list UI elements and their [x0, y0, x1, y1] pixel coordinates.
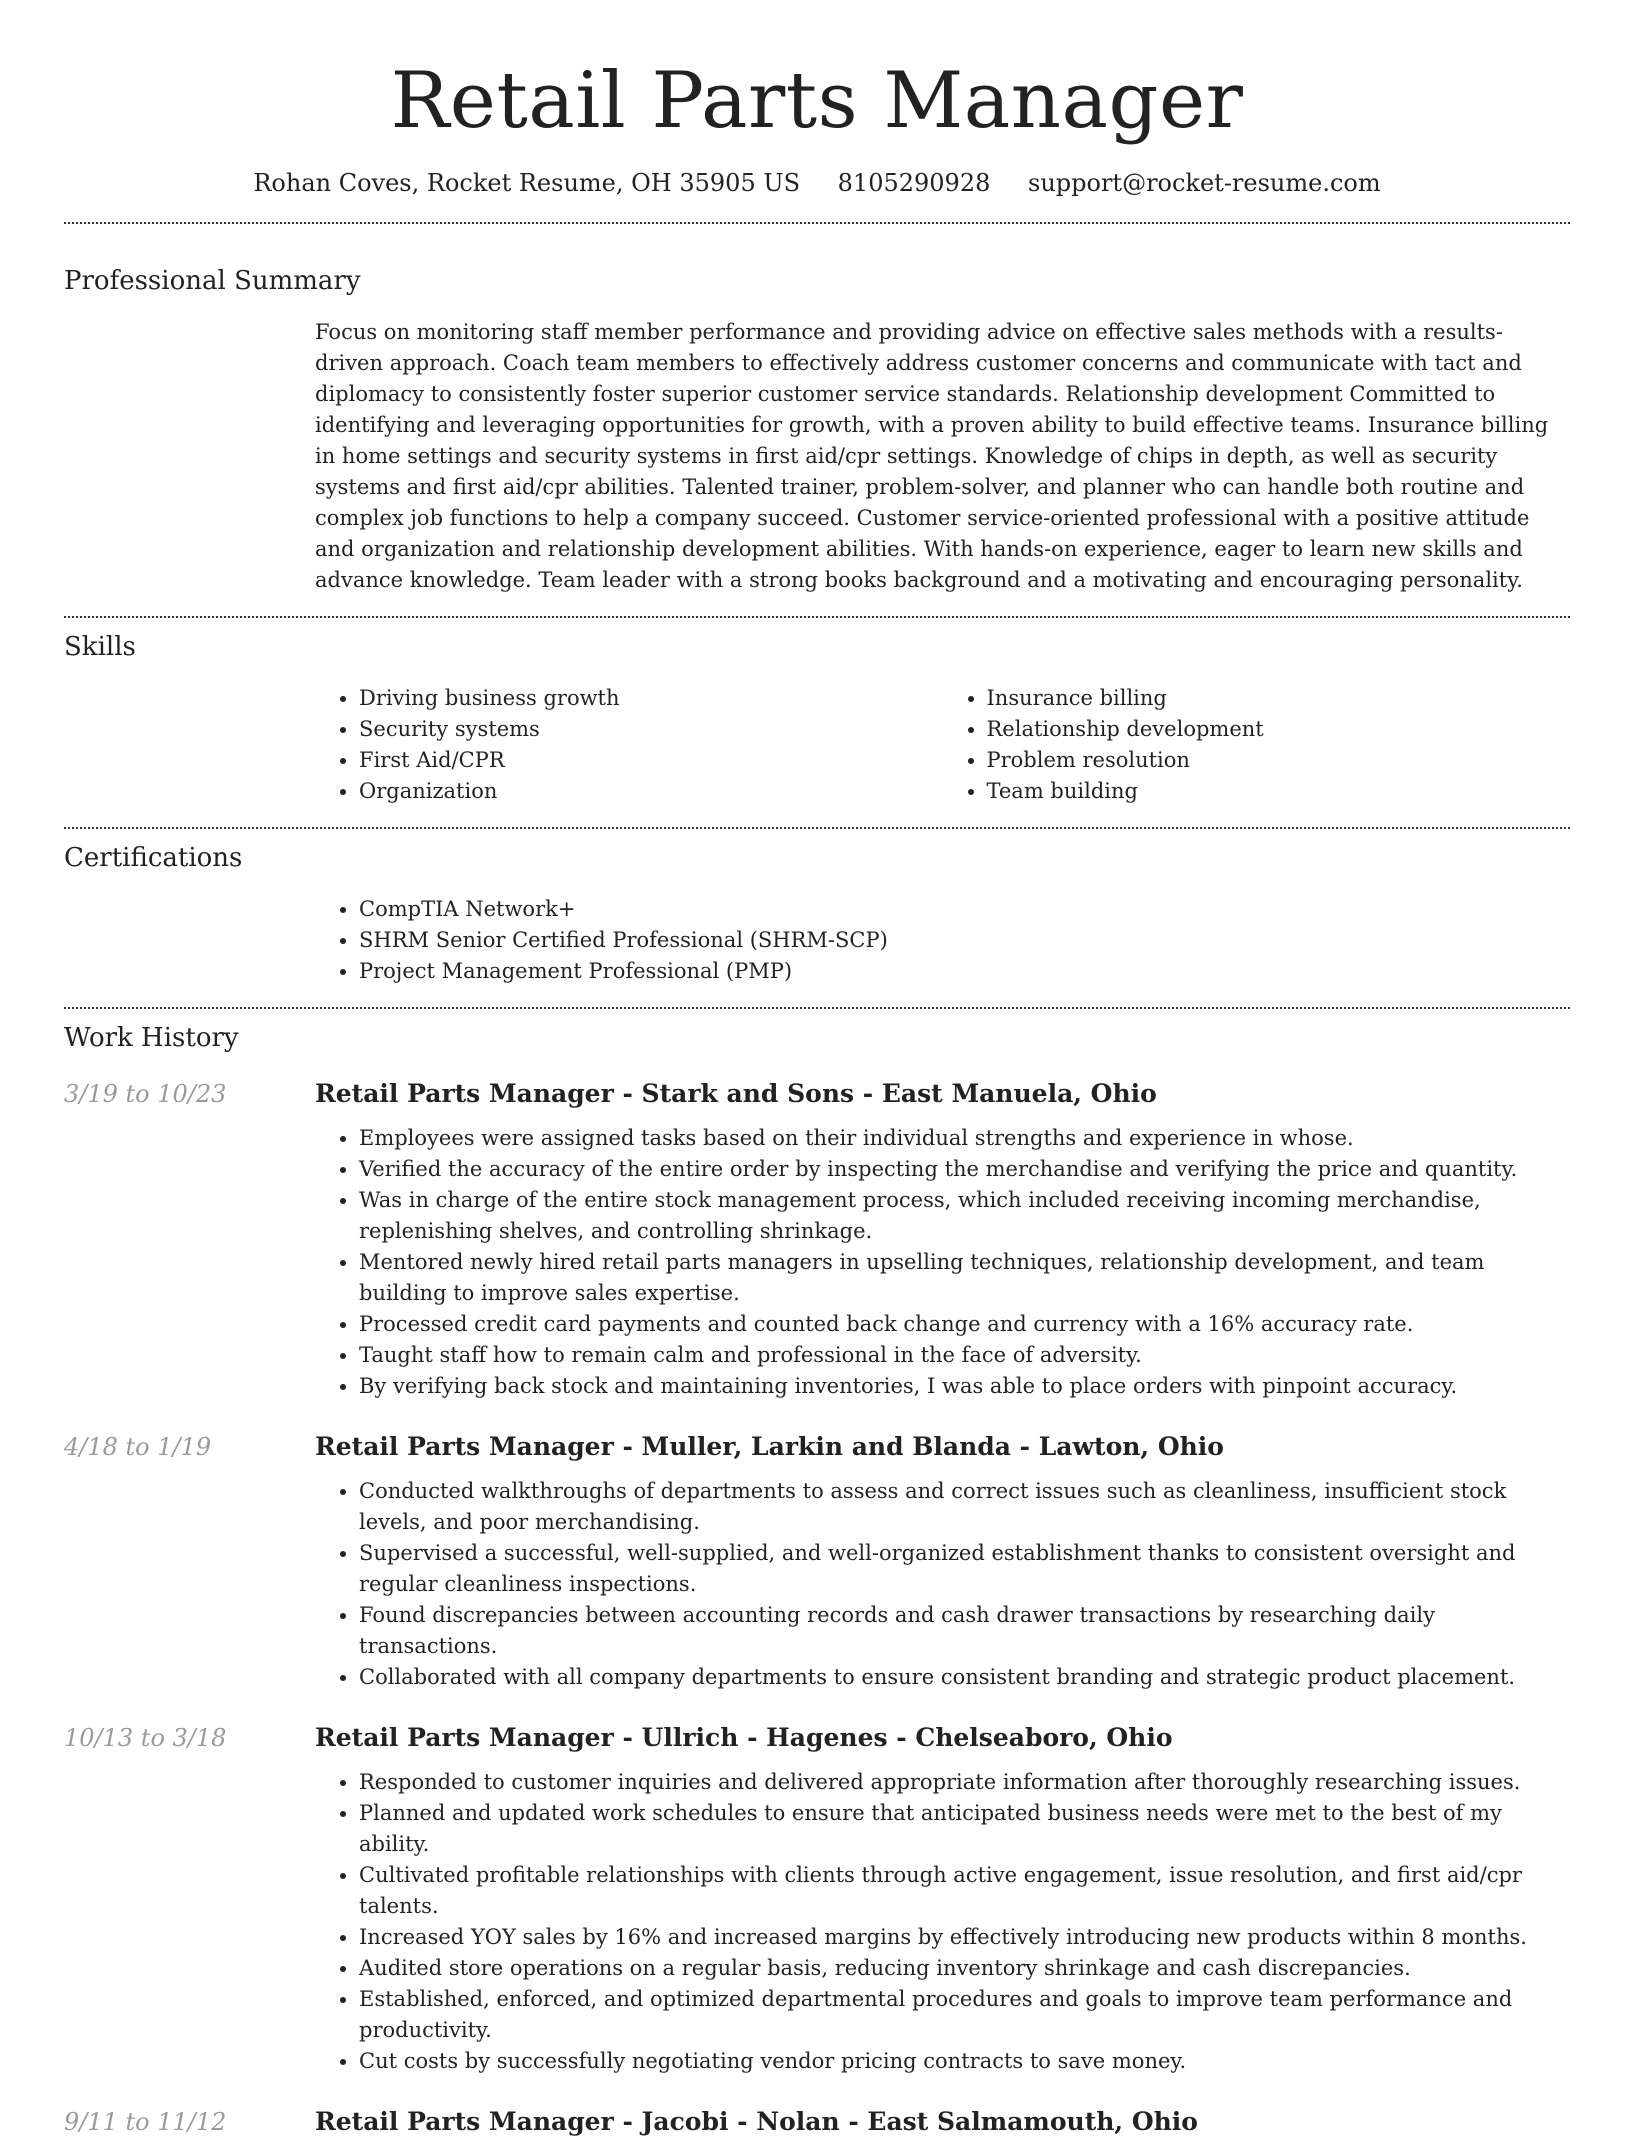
job-bullet: • By verifying back stock and maintaining inventories, I was able to place orders with pinpoint accuracy. — [359, 1371, 1570, 1402]
job-content — [315, 1721, 1570, 2077]
certifications-content — [315, 894, 1570, 987]
work-history-heading: Work History — [64, 1023, 239, 1053]
job-bullet: • Verified the accuracy of the entire order by inspecting the merchandise and verifying the price and quantity. — [359, 1154, 1570, 1185]
job-bullet: • Cut costs by successfully negotiating vendor pricing contracts to save money. — [359, 2046, 1570, 2077]
skills-column-left — [315, 683, 943, 807]
contact-phone: 8105290928 — [837, 169, 991, 197]
job-entry — [64, 2105, 1570, 2139]
contact-line — [64, 166, 1570, 200]
resume-page — [64, 0, 1570, 2139]
job-bullet: • Established, enforced, and optimized departmental procedures and goals to improve team performance and productivity. — [359, 1984, 1570, 2046]
job-title: Retail Parts Manager - Stark and Sons - East Manuela, Ohio — [315, 1079, 1157, 1108]
job-title: Retail Parts Manager - Jacobi - Nolan - East Salmamouth, Ohio — [315, 2107, 1198, 2136]
job-bullet: • Processed credit card payments and counted back change and currency with a 16% accuracy rate. — [359, 1309, 1570, 1340]
summary-section — [64, 264, 1570, 596]
section-divider — [64, 616, 1570, 618]
job-entry — [64, 1077, 1570, 1402]
summary-heading: Professional Summary — [64, 266, 361, 296]
job-bullet: • Conducted walkthroughs of departments to assess and correct issues such as cleanliness, insufficient stock levels, and poor merchandising. — [359, 1476, 1570, 1538]
skills-heading: Skills — [64, 632, 136, 662]
section-divider — [64, 827, 1570, 829]
job-content — [315, 2105, 1570, 2139]
contact-address: Rohan Coves, Rocket Resume, OH 35905 US — [253, 169, 801, 197]
summary-text: Focus on monitoring staff member performance and providing advice on effective sales methods with a results-driven approach. Coach team members to effectively address customer concerns and communicate with tact and diplomacy to consistently foster superior customer service standards. Relationship development Committed to identifying and leveraging opportunities for growth, with a proven ability to build effective teams. Insurance billing in home settings and security systems in first aid/cpr settings. Knowledge of chips in depth, as well as security systems and first aid/cpr abilities. Talented trainer, problem-solver, and planner who can handle both routine and complex job functions to help a company succeed. Customer service-oriented professional with a positive attitude and organization and relationship development abilities. With hands-on experience, eager to learn new skills and advance knowledge. Team leader with a strong books background and a motivating and encouraging personality. — [315, 320, 1549, 592]
skill-item: • Team building — [987, 776, 1571, 807]
section-divider — [64, 1007, 1570, 1009]
job-date: 9/11 to 11/12 — [64, 2108, 227, 2136]
skills-grid — [315, 683, 1570, 807]
job-bullet: • Was in charge of the entire stock management process, which included receiving incoming merchandise, replenishing shelves, and controlling shrinkage. — [359, 1185, 1570, 1247]
section-divider — [64, 222, 1570, 224]
certification-item: • Project Management Professional (PMP) — [359, 956, 1570, 987]
job-date: 3/19 to 10/23 — [64, 1080, 227, 1108]
job-bullet: • Supervised a successful, well-supplied, and well-organized establishment thanks to consistent oversight and regular cleanliness inspections. — [359, 1538, 1570, 1600]
work-history-section — [64, 1021, 1570, 2139]
job-bullets — [315, 1476, 1570, 1693]
job-date: 4/18 to 1/19 — [64, 1433, 212, 1461]
job-bullet: • Increased YOY sales by 16% and increased margins by effectively introducing new products within 8 months. — [359, 1922, 1570, 1953]
job-bullet: • Mentored newly hired retail parts managers in upselling techniques, relationship development, and team building to improve sales expertise. — [359, 1247, 1570, 1309]
job-bullets — [315, 1123, 1570, 1402]
job-bullet: • Collaborated with all company departments to ensure consistent branding and strategic product placement. — [359, 1662, 1570, 1693]
certification-item: • SHRM Senior Certified Professional (SHRM-SCP) — [359, 925, 1570, 956]
job-date: 10/13 to 3/18 — [64, 1724, 227, 1752]
job-entry — [64, 1721, 1570, 2077]
job-bullet: • Cultivated profitable relationships with clients through active engagement, issue resolution, and first aid/cpr talents. — [359, 1860, 1570, 1922]
job-title: Retail Parts Manager - Ullrich - Hagenes - Chelseaboro, Ohio — [315, 1723, 1173, 1752]
certifications-list — [315, 894, 1570, 987]
contact-email: support@rocket-resume.com — [1028, 169, 1381, 197]
certification-item: • CompTIA Network+ — [359, 894, 1570, 925]
job-bullet: • Planned and updated work schedules to ensure that anticipated business needs were met to the best of my ability. — [359, 1798, 1570, 1860]
skill-item: • Security systems — [359, 714, 943, 745]
job-bullet: • Audited store operations on a regular basis, reducing inventory shrinkage and cash discrepancies. — [359, 1953, 1570, 1984]
skill-item: • Driving business growth — [359, 683, 943, 714]
certifications-section — [64, 841, 1570, 987]
job-bullet: • Responded to customer inquiries and delivered appropriate information after thoroughly researching issues. — [359, 1767, 1570, 1798]
skill-item: • First Aid/CPR — [359, 745, 943, 776]
skill-item: • Organization — [359, 776, 943, 807]
certifications-heading: Certifications — [64, 843, 243, 873]
job-bullet: • Found discrepancies between accounting records and cash drawer transactions by researching daily transactions. — [359, 1600, 1570, 1662]
job-title: Retail Parts Manager - Muller, Larkin and Blanda - Lawton, Ohio — [315, 1432, 1224, 1461]
job-content — [315, 1430, 1570, 1693]
summary-content — [315, 317, 1570, 596]
skill-item: • Problem resolution — [987, 745, 1571, 776]
skills-section — [64, 630, 1570, 807]
job-bullet: • Employees were assigned tasks based on their individual strengths and experience in whose. — [359, 1123, 1570, 1154]
job-bullets — [315, 1767, 1570, 2077]
job-content — [315, 1077, 1570, 1402]
skill-item: • Insurance billing — [987, 683, 1571, 714]
job-bullet: • Taught staff how to remain calm and professional in the face of adversity. — [359, 1340, 1570, 1371]
resume-title: Retail Parts Manager — [390, 56, 1244, 146]
skills-column-right — [943, 683, 1571, 807]
job-entry — [64, 1430, 1570, 1693]
skill-item: • Relationship development — [987, 714, 1571, 745]
